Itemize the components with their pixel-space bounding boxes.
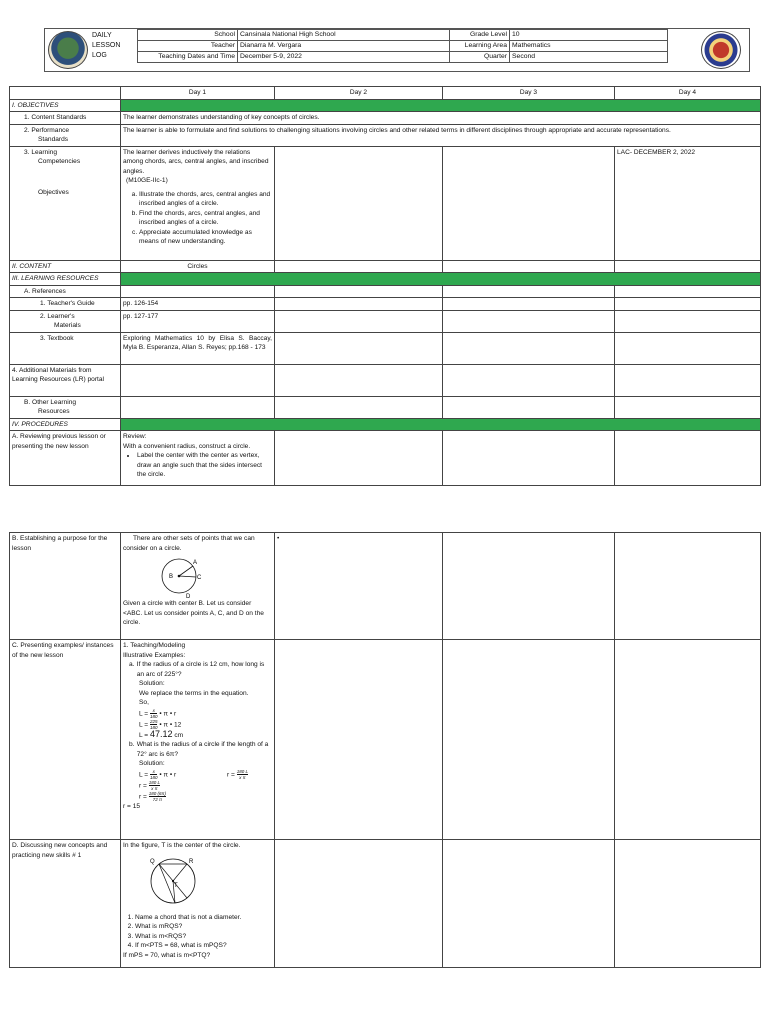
empty-cell [615, 285, 761, 298]
denominator: 72 π [152, 796, 163, 802]
purpose-day2: • [275, 533, 443, 640]
content-standards-label: 1. Content Standards [10, 112, 121, 125]
fraction [150, 708, 158, 719]
lesson-log-table-page-1 [9, 86, 761, 486]
denominator: 180 [149, 724, 158, 730]
empty-cell [615, 431, 761, 486]
denominator: x π [239, 774, 246, 780]
teacher-label: Teacher [138, 41, 238, 52]
teachers-guide-row [10, 298, 761, 311]
empty-cell [275, 260, 443, 273]
green-bar [121, 273, 761, 286]
content-value: Circles [121, 260, 275, 273]
label-a: A [193, 560, 198, 566]
empty-cell [443, 260, 615, 273]
lm-label-line1: 2. Learner's [40, 312, 75, 320]
references-label: A. References [10, 285, 121, 298]
formula-line-b1 [139, 769, 272, 780]
day-2-header: Day 2 [275, 87, 443, 100]
numerator: x [150, 769, 158, 775]
empty-cell [615, 840, 761, 968]
empty-cell [615, 396, 761, 418]
center-point [178, 575, 181, 578]
empty-cell [443, 285, 615, 298]
label-r: R [189, 858, 194, 865]
chord-q-bottom [159, 864, 175, 903]
example-b-text: What is the radius of a circle if the length of a 72° arc is 6π? [136, 741, 269, 758]
empty-cell [443, 310, 615, 332]
purpose-label: B. Establishing a purpose for the lesson [10, 533, 121, 640]
learners-materials-row [10, 310, 761, 332]
example-a [123, 660, 272, 802]
teacher-value: Dianarra M. Vergara [238, 41, 450, 52]
grade-label: Grade Level [450, 30, 510, 41]
discussing-intro: In the figure, T is the center of the circle. [123, 842, 241, 849]
dll-line-2: LESSON [92, 42, 121, 49]
dates-value: December 5-9, 2022 [238, 52, 450, 63]
radius-tr [173, 864, 187, 881]
empty-cell [615, 640, 761, 840]
empty-cell [443, 364, 615, 396]
fraction [150, 769, 158, 780]
label-b: B [169, 574, 174, 580]
examples-title-1: 1. Teaching/Modeling [123, 642, 186, 649]
empty-cell [615, 533, 761, 640]
empty-cell [275, 431, 443, 486]
competency-code: (M10GE-IIc-1) [126, 177, 168, 184]
ray-bc [179, 576, 196, 577]
empty-cell [443, 840, 615, 968]
dll-line-3: LOG [92, 52, 107, 59]
purpose-content [121, 533, 275, 640]
day-3-competencies [443, 146, 615, 260]
learning-competencies-label [10, 146, 121, 260]
dates-label: Teaching Dates and Time [138, 52, 238, 63]
example-a-question [129, 660, 272, 679]
performance-standards-label [10, 124, 121, 146]
answer-value: 47.12 [149, 728, 173, 739]
dll-line-1: DAILY [92, 32, 112, 39]
lesson-log-table-page-2 [9, 532, 761, 968]
ps-label-line2: Standards [38, 136, 69, 143]
empty-cell [275, 332, 443, 364]
lc-label-line2: Competencies [38, 158, 81, 165]
empty-cell [275, 298, 443, 311]
center-point [172, 879, 174, 881]
performance-standards-text: The learner is able to formulate and find solutions to challenging situations involving circles and other related terms in different disciplines through appropriate and accurate representations. [121, 124, 761, 146]
formula-left [139, 769, 176, 780]
label-q: Q [150, 858, 155, 865]
objectives-list [123, 190, 272, 247]
textbook-label: 3. Textbook [10, 332, 121, 364]
teachers-guide-pages: pp. 126-154 [121, 298, 275, 311]
school-label: School [138, 30, 238, 41]
day-header-row [10, 87, 761, 100]
solution-label: Solution: [139, 760, 165, 767]
area-value: Mathematics [510, 41, 668, 52]
performance-standards-row [10, 124, 761, 146]
resources-heading: III. LEARNING RESOURCES [10, 273, 121, 286]
procedures-heading-row [10, 418, 761, 431]
solution-replace: We replace the terms in the equation. [139, 689, 249, 697]
examples-label: C. Presenting examples/ instances of the new lesson [10, 640, 121, 840]
marker-b: b. [129, 741, 135, 748]
review-title: Review: [123, 433, 147, 440]
empty-cell [275, 285, 443, 298]
additional-materials-label: 4. Additional Materials from Learning Resources (LR) portal [10, 364, 121, 396]
day-2-competencies [275, 146, 443, 260]
discussing-questions [123, 913, 272, 951]
other-resources-row [10, 396, 761, 418]
empty-cell [121, 364, 275, 396]
example-b-question [129, 740, 272, 759]
reviewing-row [10, 431, 761, 486]
circle-figure-t [137, 851, 207, 907]
formula-line-b2 [139, 780, 272, 791]
content-heading: II. CONTENT [10, 260, 121, 273]
empty-cell [443, 298, 615, 311]
objective-item: c. Appreciate accumulated knowledge as means of new understanding. [139, 228, 272, 247]
reviewing-label: A. Reviewing previous lesson or presenting the new lesson [10, 431, 121, 486]
formula-rest: • π • r [159, 709, 177, 717]
solution-label: Solution: [139, 680, 165, 687]
dll-title [92, 31, 120, 61]
question-item: 3. What is m<RQS? [135, 932, 272, 942]
learners-materials-pages: pp. 127-177 [121, 310, 275, 332]
label-c: C [197, 575, 202, 581]
numerator: 225 [149, 718, 158, 724]
ray-ba [179, 566, 193, 576]
teachers-guide-label: 1. Teacher's Guide [10, 298, 121, 311]
examples-content [121, 640, 275, 840]
discussing-label: D. Discussing new concepts and practicing new skills # 1 [10, 840, 121, 968]
denominator: x π [151, 785, 158, 791]
numerator: x [150, 708, 158, 714]
day-1-header: Day 1 [121, 87, 275, 100]
area-label: Learning Area [450, 41, 510, 52]
example-a-solution [129, 679, 272, 740]
content-row [10, 260, 761, 273]
lm-label-line2: Materials [54, 322, 81, 329]
empty-cell [275, 396, 443, 418]
circle-figure-abc [149, 553, 209, 599]
question-item: 1. Name a chord that is not a diameter. [135, 913, 272, 923]
school-value: Cansinala National High School [238, 30, 450, 41]
empty-cell [615, 260, 761, 273]
example-b-solution [129, 759, 272, 802]
discussing-row [10, 840, 761, 968]
empty-cell [443, 396, 615, 418]
other-resources-label [10, 396, 121, 418]
resources-heading-row [10, 273, 761, 286]
objectives-label: Objectives [38, 188, 69, 196]
empty-cell [121, 396, 275, 418]
formula-r: r = [139, 781, 147, 789]
day-3-header: Day 3 [443, 87, 615, 100]
examples-title-2: Illustrative Examples: [123, 651, 186, 659]
textbook-row [10, 332, 761, 364]
textbook-value: Exploring Mathematics 10 by Elisa S. Baccay, Myla B. Esperanza, Allan S. Reyes; pp.168 - 173 [121, 332, 275, 364]
day-4-competencies: LAC- DECEMBER 2, 2022 [615, 146, 761, 260]
quarter-value: Second [510, 52, 668, 63]
empty-cell [275, 640, 443, 840]
formula-l: L = [139, 731, 149, 739]
empty-cell [615, 364, 761, 396]
example-b-answer: r = 15 [123, 802, 141, 810]
reviewing-content [121, 431, 275, 486]
ps-label-line1: 2. Performance [24, 126, 70, 134]
examples-row [10, 640, 761, 840]
marker-a: a. [129, 661, 135, 668]
objective-item: a. Illustrate the chords, arcs, central angles and inscribed angles of a circle. [139, 190, 272, 209]
additional-materials-row [10, 364, 761, 396]
formula-line-3 [139, 730, 272, 741]
denominator: 180 [149, 713, 158, 719]
formula-r: r = [139, 792, 147, 800]
review-bullets [123, 451, 272, 480]
fraction [149, 791, 166, 802]
solution-so: So, [139, 699, 149, 706]
objectives-heading-row [10, 99, 761, 112]
formula-line-1 [139, 708, 272, 719]
purpose-intro: There are other sets of points that we can consider on a circle. [123, 535, 255, 552]
numerator: 180 L [236, 768, 248, 774]
content-standards-row [10, 112, 761, 125]
quarter-label: Quarter [450, 52, 510, 63]
empty-cell [275, 364, 443, 396]
formula-rest: • π • r [159, 770, 177, 778]
procedures-heading: IV. PROCEDURES [10, 418, 121, 431]
formula-l: L = [139, 770, 149, 778]
day-1-competencies [121, 146, 275, 260]
empty-cell [275, 310, 443, 332]
formula-l: L = [139, 720, 149, 728]
question-item: 2. What is mRQS? [135, 922, 272, 932]
green-bar [121, 99, 761, 112]
formula-rest: • π • 12 [159, 720, 182, 728]
lc-label-line1: 3. Learning [24, 148, 57, 156]
grade-value: 10 [510, 30, 668, 41]
fraction [237, 769, 248, 780]
review-bullet-item: • Label the center with the center as vertex, draw an angle such that the sides intersect the circle. [137, 451, 272, 480]
empty-cell [443, 332, 615, 364]
objective-item: b. Find the chords, arcs, central angles, and inscribed angles of a circle. [139, 209, 272, 228]
other-label-line1: B. Other Learning [24, 398, 77, 406]
formula-r: r = [227, 770, 235, 778]
label-t: T [174, 882, 178, 889]
empty-cell [615, 298, 761, 311]
school-seal-logo [48, 31, 88, 69]
empty-cell [615, 310, 761, 332]
content-standards-text: The learner demonstrates understanding of key concepts of circles. [121, 112, 761, 125]
formula-right [227, 769, 248, 780]
empty-cell [275, 840, 443, 968]
empty-cell [121, 285, 275, 298]
purpose-row [10, 533, 761, 640]
purpose-after: Given a circle with center B. Let us consider <ABC. Let us consider points A, C, and D on the circle. [123, 600, 264, 626]
empty-cell [615, 332, 761, 364]
learning-competencies-row [10, 146, 761, 260]
header-info-table [137, 29, 668, 63]
blank-corner [10, 87, 121, 100]
discussing-last-question: If mPS = 70, what is m<PTQ? [123, 951, 211, 959]
numerator: 180 (6π) [148, 790, 167, 796]
question-item: 4. If m<PTS = 68, what is mPQS? [135, 941, 272, 951]
other-label-line2: Resources [38, 408, 70, 415]
day-4-header: Day 4 [615, 87, 761, 100]
answer-unit: cm [174, 731, 184, 739]
deped-seal-logo [701, 31, 741, 69]
example-a-text: If the radius of a circle is 12 cm, how long is an arc of 225°? [136, 661, 265, 678]
empty-cell [443, 533, 615, 640]
discussing-content [121, 840, 275, 968]
review-line: With a convenient radius, construct a circle. [123, 442, 251, 450]
numerator: 180 L [148, 779, 160, 785]
empty-cell [443, 431, 615, 486]
formula-l: L = [139, 709, 149, 717]
empty-cell [443, 640, 615, 840]
denominator: 180 [149, 774, 158, 780]
references-row [10, 285, 761, 298]
formula-line-b3 [139, 791, 272, 802]
fraction [149, 780, 160, 791]
competency-text: The learner derives inductively the relations among chords, arcs, central angles, and inscribed angles. [123, 148, 269, 175]
objectives-heading: I. OBJECTIVES [10, 99, 121, 112]
learners-materials-label [10, 310, 121, 332]
header-block [44, 28, 750, 72]
green-bar [121, 418, 761, 431]
label-d: D [186, 594, 191, 599]
